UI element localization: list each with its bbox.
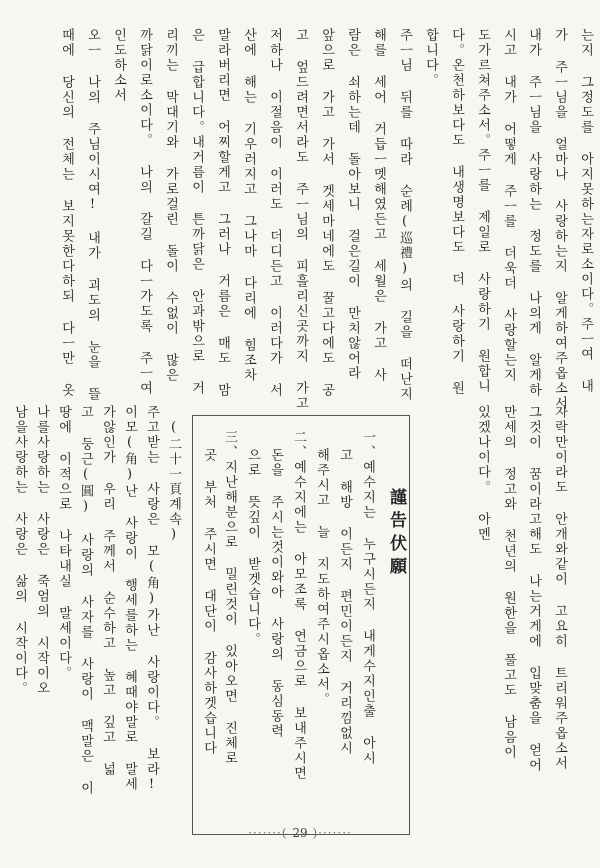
text-column: 때에 당신의 전체는 보지못한다하되 다ㅡ만 옷	[59, 28, 74, 398]
text-column: 주고받는 사랑은 모(角)가난 사랑이다。 보라!	[144, 405, 159, 794]
text-column: 산에 해는 기우러지고 그나마 다리에 힘조차	[241, 28, 256, 383]
text-column: 시고 내가 어떻게 주ㅡ를 더욱더 사랑할는지	[501, 28, 516, 383]
notice-item: 돈을 주시는것이와아 사랑의 동심동력	[268, 448, 283, 739]
text-column: 가 주ㅡ님을 얼마나 사랑하는지 알게하여주옵소서	[552, 28, 567, 411]
text-column: 은 급합니다。내거름이 튼까닭은 안과밖으로 거	[189, 28, 204, 396]
text-column: 앞으로 가고 가서 겟세마네에도 꿀고다에도 공	[319, 28, 334, 398]
text-column: 남을사랑하는 사랑은 삶의 시작이다。	[12, 405, 27, 696]
text-column: 이모(角)난 사랑이 행세를하는 혜때야말로 말세	[122, 405, 137, 792]
text-column: 주ㅡ님 뒤를 따라 순례(巡禮)의 길을 떠난지	[397, 28, 412, 402]
text-column: 인도하소서	[111, 28, 126, 103]
text-column: 그것이 꿈이라고해도 나는거게에 입맞춤을 얻어	[526, 405, 541, 773]
notice-item: 해주시고 늘 지도하여주시옵소서。	[314, 448, 329, 707]
page-number-ornament-right: )·······	[307, 826, 352, 840]
notice-item: 二、예수지에는 아모조록 연금으로 보내주시면	[291, 430, 306, 781]
notice-item: 一、예수지는 누구시든지 내게수지인출 아시	[360, 430, 375, 766]
text-column: 자락만이라도 안개와같이 고요히 트리워주옵소서	[552, 405, 567, 771]
text-column: 오ㅡ 나의 주님이시여! 내가 괴도의 눈을 뜰	[85, 28, 100, 402]
text-column: 고 둥근(圓) 사랑의 사자를 사랑이 맥말은 이	[78, 405, 93, 796]
text-column: 리끼는 막대기와 가로걸린 돌이 수없이 많은	[163, 28, 178, 383]
text-column: 저하나 이절음이 이러도 더디든고 이러다가 서	[267, 28, 282, 398]
page-number-ornament-left: ·······(	[248, 826, 293, 840]
text-column: 다。온천하보다도 내생명보다도 더 사랑하기 원	[449, 28, 464, 396]
notice-title: 謹告伏願	[386, 488, 406, 580]
text-column: 까닭이로소이다。 나의 갈길 다ㅡ가도록 주ㅡ여	[137, 28, 152, 396]
text-column: 만세의 정고와 천년의 원한을 풀고도 남음이	[501, 405, 516, 760]
notice-item: 으로 뜻깊이 받겟습니다。	[245, 448, 260, 647]
text-column: 도가르쳐주소서。주ㅡ를 제일로 사랑하기 원합니	[475, 28, 490, 394]
notice-item: 고 해방 이든지 편민이든지 거리낌없시	[337, 448, 352, 756]
text-column: 해를 세어 거듭ㅡ멧해였든고 세월은 가고 사	[371, 28, 386, 383]
text-column: 말라버리면 어찌할게고 그러나 거름은 매도 맘	[215, 28, 230, 398]
text-column: 있겠나이다。 아멘	[475, 405, 490, 542]
text-column: 내가 주ㅡ님을 사랑하는 정도를 나의게 알게하	[526, 28, 541, 398]
text-column: 고 엎드려면서라도 주ㅡ님의 피흘리신곳까지 가고	[293, 28, 308, 411]
text-column: 땅에 이적으로 나타내실 말세이다。	[56, 405, 71, 681]
text-column: 가않인가 우리 주께서 순수하고 높고 깊고 넓	[100, 405, 115, 777]
text-column: 합니다。	[423, 28, 438, 88]
notice-item: 곳 부처 주시면 대단이 감사하겟습니다	[201, 448, 216, 756]
text-column: 람은 쇠하는데 돌아보니 걸은길이 만치않어라	[345, 28, 360, 381]
page-number-value: 29	[292, 826, 308, 840]
text-column: (二十一頁계속)	[166, 420, 181, 544]
text-column: 는지 그정도를 아지못하는자로소이다。주ㅡ여 내	[578, 28, 593, 394]
text-column: 나를사랑하는 사랑은 죽엄의 시작이오	[34, 405, 49, 696]
notice-item: 三、지난해분으로 밀린것이 있아오면 진체로	[222, 430, 237, 766]
page-number	[0, 826, 600, 840]
